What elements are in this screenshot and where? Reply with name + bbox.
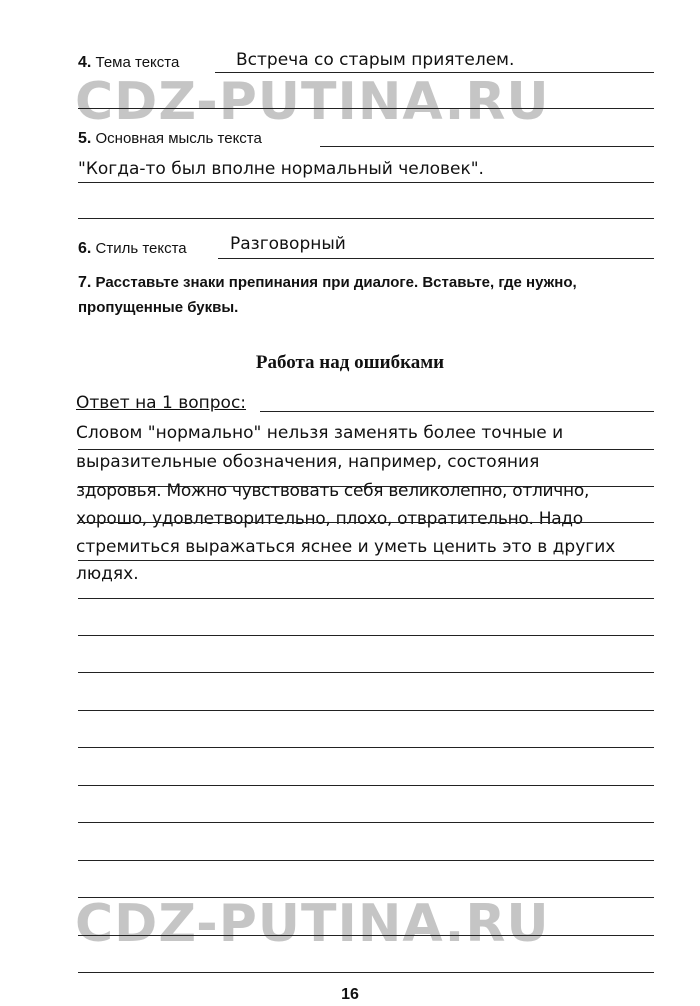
rule (78, 935, 654, 936)
rule (78, 672, 654, 673)
answer-line: Словом "нормально" нельзя заменять более точные и (76, 423, 564, 443)
q4-answer: Встреча со старым приятелем. (236, 50, 515, 70)
rule (215, 72, 654, 73)
rule (78, 972, 654, 973)
rule (78, 522, 654, 523)
q5-label: 5. Основная мысль текста (78, 130, 262, 147)
rule (78, 218, 654, 219)
rule (78, 785, 654, 786)
answer-line: здоровья. Можно чувствовать себя великолепно, отлично, (76, 481, 590, 501)
answer-line: выразительные обозначения, например, состояния (76, 452, 540, 472)
answer-line: хорошо, удовлетворительно, плохо, отвратительно. Надо (76, 509, 583, 529)
rule (78, 747, 654, 748)
q4-label: 4. Тема текста (78, 54, 180, 71)
rule (78, 897, 654, 898)
q6-label: 6. Стиль текста (78, 240, 187, 257)
q5-answer: "Когда-то был вполне нормальный человек". (78, 159, 484, 179)
rule (78, 860, 654, 861)
watermark-top: CDZ-PUTINA.RU (75, 72, 550, 132)
rule (78, 710, 654, 711)
q7-text-2: пропущенные буквы. (78, 299, 239, 316)
q7-text: 7. Расставьте знаки препинания при диалоге. Вставьте, где нужно, (78, 274, 577, 291)
answer-line: людях. (76, 564, 139, 584)
rule (78, 560, 654, 561)
rule (78, 822, 654, 823)
page-number: 16 (341, 986, 359, 1003)
section-title: Работа над ошибками (255, 352, 445, 373)
rule (320, 146, 654, 147)
rule (78, 598, 654, 599)
rule (78, 486, 654, 487)
rule (78, 108, 654, 109)
rule (78, 635, 654, 636)
rule (218, 258, 654, 259)
rule (78, 449, 654, 450)
q6-answer: Разговорный (230, 234, 346, 254)
rule (78, 182, 654, 183)
answer-line: Ответ на 1 вопрос: (76, 393, 247, 413)
answer-line: стремиться выражаться яснее и уметь ценить это в других (76, 537, 616, 557)
watermark-bottom: CDZ-PUTINA.RU (75, 894, 550, 954)
rule (260, 411, 654, 412)
